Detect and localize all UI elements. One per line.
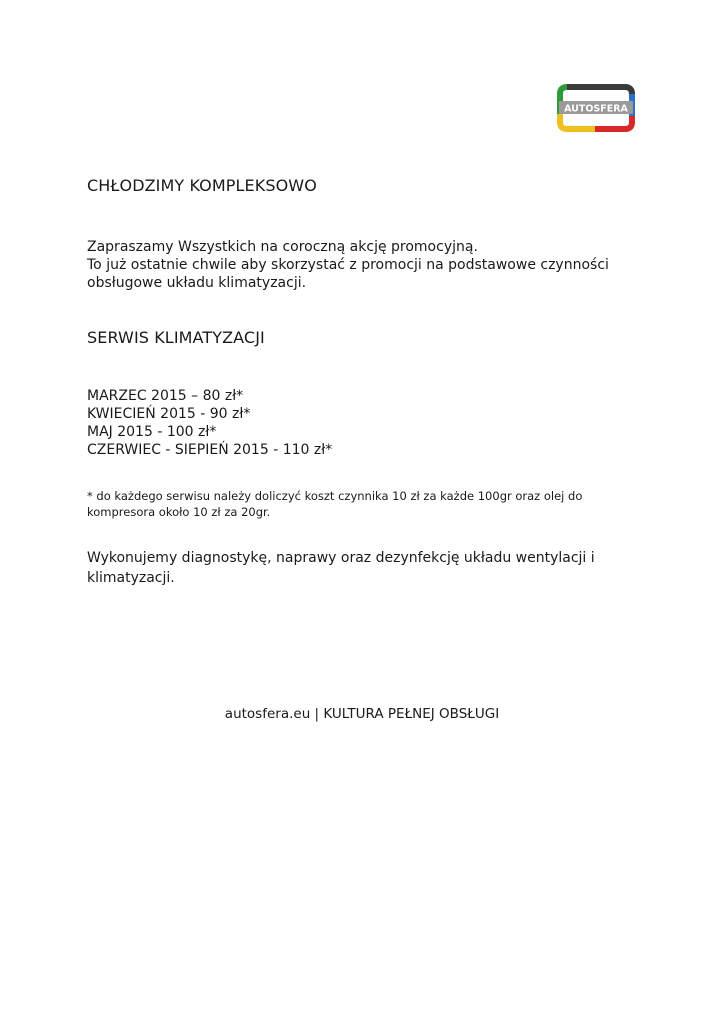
service-heading: SERWIS KLIMATYZACJI [87,328,265,347]
diagnostics-paragraph [87,548,647,588]
footnote-line: kompresora około 10 zł za 20gr. [87,505,271,519]
svg-text:AUTOSFERA: AUTOSFERA [564,103,628,115]
price-list [87,387,332,459]
autosfera-logo-icon [557,84,635,132]
price-item: MAJ 2015 - 100 zł* [87,424,217,440]
intro-line: obsługowe układu klimatyzacji. [87,275,307,291]
page-title: CHŁODZIMY KOMPLEKSOWO [87,176,317,195]
diagnostics-line: Wykonujemy diagnostykę, naprawy oraz dezynfekcję układu wentylacji i [87,550,595,566]
price-item: CZERWIEC - SIEPIEŃ 2015 - 110 zł* [87,442,333,458]
price-item: KWIECIEŃ 2015 - 90 zł* [87,406,251,422]
footer-tagline: autosfera.eu | KULTURA PEŁNEJ OBSŁUGI [224,706,500,722]
intro-line: Zapraszamy Wszystkich na coroczną akcję promocyjną. [87,239,478,255]
autosfera-logo [557,84,635,132]
diagnostics-line: klimatyzacji. [87,570,175,586]
footnote-line: * do każdego serwisu należy doliczyć koszt czynnika 10 zł za każde 100gr oraz olej do [87,489,583,503]
footnote [87,488,647,520]
price-item: MARZEC 2015 – 80 zł* [87,388,244,404]
intro-line: To już ostatnie chwile aby skorzystać z promocji na podstawowe czynności [87,257,609,273]
intro-paragraph [87,238,647,292]
